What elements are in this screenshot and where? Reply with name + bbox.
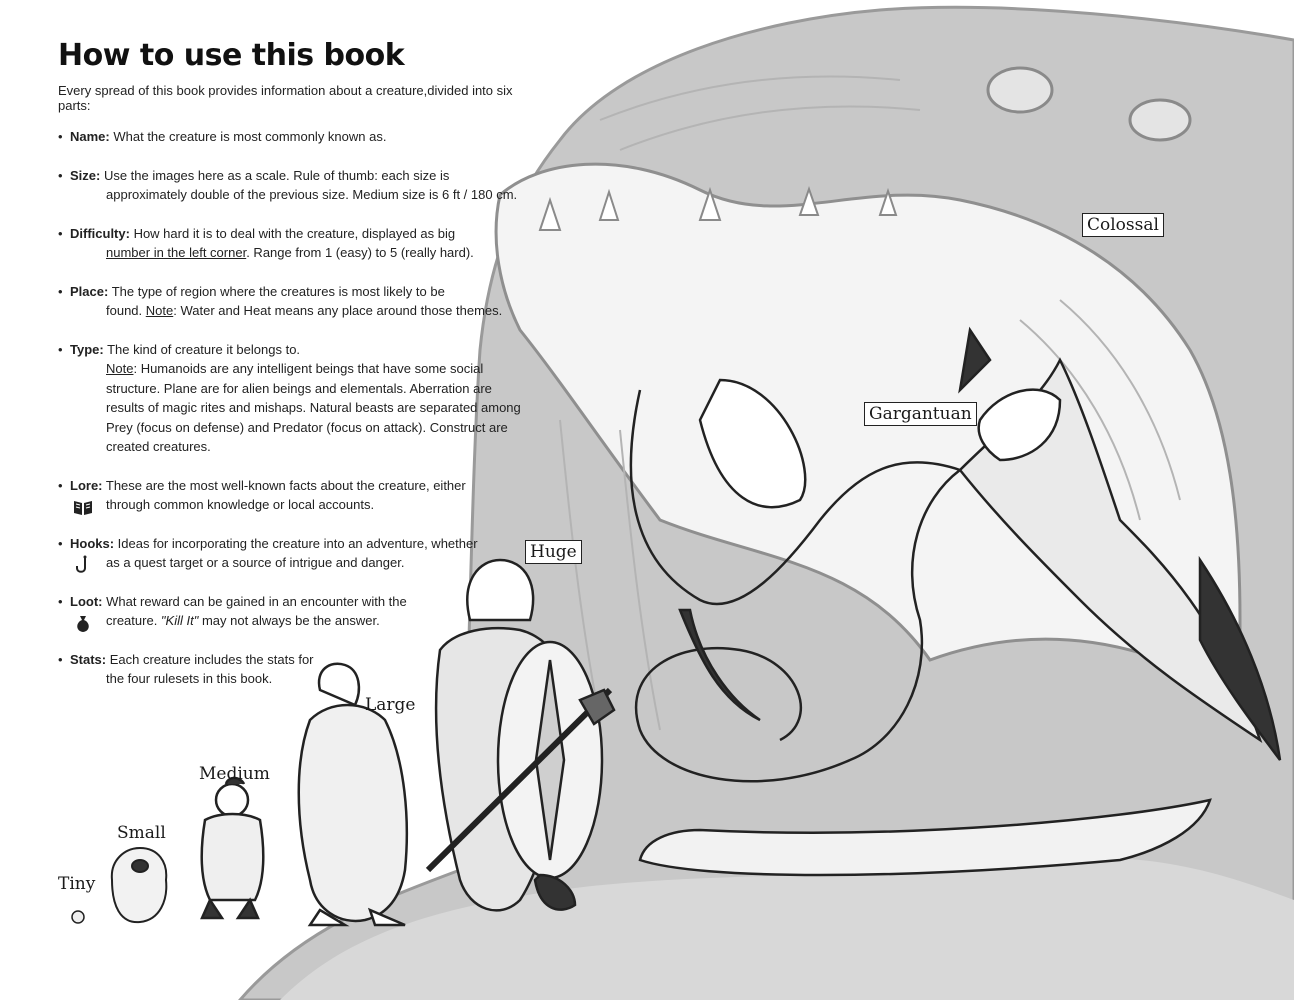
desc-place: The type of region where the creatures is most likely to be — [108, 283, 445, 299]
medium-human — [202, 778, 264, 918]
desc-loot: What reward can be gained in an encounter with the — [102, 593, 407, 609]
size-label-small: Small — [117, 823, 166, 843]
parts-list — [58, 127, 528, 689]
term-type: Type: — [70, 341, 104, 357]
difficulty-underlined: number in the left corner — [106, 245, 247, 260]
page-title: How to use this book — [58, 38, 405, 73]
bullet: • — [58, 129, 63, 144]
intro-text: Every spread of this book provides information about a creature,divided into six parts: — [58, 83, 513, 113]
desc-size: Use the images here as a scale. Rule of thumb: each size is — [100, 167, 450, 183]
term-difficulty: Difficulty: — [70, 225, 130, 241]
size-label-large: Large — [365, 695, 416, 715]
tiny-creature — [72, 911, 84, 923]
desc-lore: These are the most well-known facts about the creature, either — [102, 477, 466, 493]
list-item-hooks: • Hooks: Ideas for incorporating the creature into an adventure, whether as a quest target or a source of intrigue and danger. — [58, 534, 528, 573]
place-note-label: Note — [145, 303, 174, 318]
loot-italic-phrase: "Kill It" — [160, 613, 199, 628]
loot-bag-icon — [72, 613, 94, 633]
list-item-place: • Place: The type of region where the creatures is most likely to be found. Note: Water and Heat means any place around those themes. — [58, 283, 503, 318]
list-item-size: • Size: Use the images here as a scale. Rule of thumb: each size is approximately double of the previous size. Medium size is 6 ft / 180 cm. — [58, 166, 528, 205]
term-lore: Lore: — [70, 477, 103, 493]
size-label-medium: Medium — [199, 764, 270, 784]
list-item-stats: • Stats: Each creature includes the stats for the four rulesets in this book. — [58, 650, 528, 689]
size-label-colossal: Colossal — [1082, 213, 1164, 237]
type-note-label: Note — [106, 361, 134, 376]
desc-size-cont: approximately double of the previous size. Medium size is 6 ft / 180 cm. — [106, 187, 518, 202]
size-label-gargantuan: Gargantuan — [864, 402, 977, 426]
term-name: Name: — [70, 129, 110, 144]
desc-stats-cont: the four rulesets in this book. — [106, 671, 273, 686]
desc-type-cont: : Humanoids are any intelligent beings that have some social structure. Plane are for alien beings and elementals. Aberration are results of magic rites and mishaps. Natural beasts are separated among Prey (focus on defense) and Predator (focus on attack). Construct are created creatures. — [106, 361, 521, 454]
hook-icon — [72, 555, 94, 575]
term-stats: Stats: — [70, 651, 107, 667]
term-place: Place: — [70, 283, 109, 299]
list-item-loot: • Loot: What reward can be gained in an encounter with the creature. "Kill It" may not always be the answer. — [58, 592, 528, 631]
desc-loot-pre: creature. — [106, 613, 161, 628]
list-item-lore: • Lore: These are the most well-known facts about the creature, either through common knowledge or local accounts. — [58, 476, 528, 515]
term-hooks: Hooks: — [70, 535, 115, 551]
desc-loot-cont: may not always be the answer. — [198, 613, 380, 628]
list-item-name — [58, 127, 528, 147]
instructions-column — [58, 38, 528, 708]
desc-hooks: Ideas for incorporating the creature into an adventure, whether — [114, 535, 478, 551]
term-size: Size: — [70, 167, 101, 183]
desc-stats: Each creature includes the stats for — [106, 651, 314, 667]
small-creature — [112, 848, 166, 922]
desc-place-pre: found. — [106, 303, 146, 318]
desc-place-cont: : Water and Heat means any place around those themes. — [173, 303, 503, 318]
size-label-tiny: Tiny — [58, 874, 96, 894]
desc-lore-cont: through common knowledge or local accounts. — [106, 497, 375, 512]
desc-difficulty: How hard it is to deal with the creature, displayed as big — [129, 225, 456, 241]
desc-difficulty-cont: . Range from 1 (easy) to 5 (really hard). — [246, 245, 474, 260]
desc-type: The kind of creature it belongs to. — [103, 341, 301, 357]
desc-hooks-cont: as a quest target or a source of intrigue and danger. — [106, 555, 405, 570]
size-label-huge: Huge — [525, 540, 582, 564]
list-item-type: • Type: The kind of creature it belongs to. Note: Humanoids are any intelligent beings that have some social structure. Plane are for alien beings and elementals. Aberration are results of magic rites and mishaps. Natural beasts are separated among Prey (focus on defense) and Predator (focus on attack). Construct are created creatures. — [58, 341, 521, 454]
desc-name: What the creature is most commonly known as. — [109, 129, 387, 144]
list-item-difficulty: • Difficulty: How hard it is to deal with the creature, displayed as big number in the left corner. Range from 1 (easy) to 5 (really hard). — [58, 225, 474, 260]
term-loot: Loot: — [70, 593, 103, 609]
book-icon — [72, 497, 94, 517]
